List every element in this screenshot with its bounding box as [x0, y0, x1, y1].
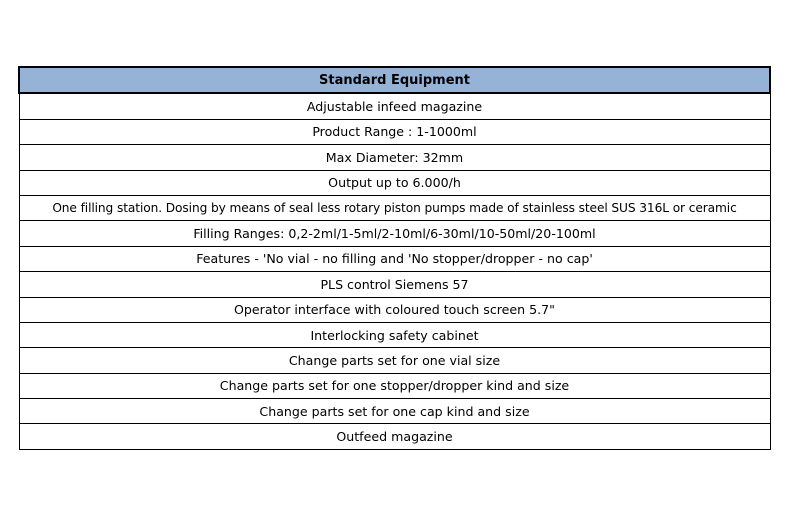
table-row [19, 195, 770, 220]
table-row [19, 322, 770, 347]
row-safety-cabinet: Interlocking safety cabinet [19, 322, 770, 347]
row-stopper-change-parts: Change parts set for one stopper/dropper kind and size [19, 373, 770, 398]
row-max-diameter: Max Diameter: 32mm [19, 145, 770, 170]
row-infeed-magazine: Adjustable infeed magazine [19, 93, 770, 119]
row-outfeed-magazine: Outfeed magazine [19, 424, 770, 449]
table-row [19, 170, 770, 195]
table-row [19, 246, 770, 271]
table-header-standard-equipment: Standard Equipment [19, 67, 770, 93]
table-row [19, 348, 770, 373]
table-row [19, 145, 770, 170]
table-row [19, 272, 770, 297]
row-output: Output up to 6.000/h [19, 170, 770, 195]
row-filling-ranges: Filling Ranges: 0,2-2ml/1-5ml/2-10ml/6-30ml/10-50ml/20-100ml [19, 221, 770, 246]
row-pls-control: PLS control Siemens 57 [19, 272, 770, 297]
row-cap-change-parts: Change parts set for one cap kind and size [19, 399, 770, 424]
table-row [19, 424, 770, 449]
row-features: Features - 'No vial - no filling and 'No stopper/dropper - no cap' [19, 246, 770, 271]
table-header-row [19, 67, 770, 93]
table-row [19, 399, 770, 424]
table-row [19, 119, 770, 144]
table-row [19, 373, 770, 398]
row-filling-station: One filling station. Dosing by means of seal less rotary piston pumps made of stainless steel SUS 316L or ceramic [19, 195, 770, 220]
standard-equipment-table [18, 66, 771, 450]
table-row [19, 297, 770, 322]
table-row [19, 93, 770, 119]
table-row [19, 221, 770, 246]
row-product-range: Product Range : 1-1000ml [19, 119, 770, 144]
row-operator-interface: Operator interface with coloured touch screen 5.7" [19, 297, 770, 322]
row-vial-change-parts: Change parts set for one vial size [19, 348, 770, 373]
